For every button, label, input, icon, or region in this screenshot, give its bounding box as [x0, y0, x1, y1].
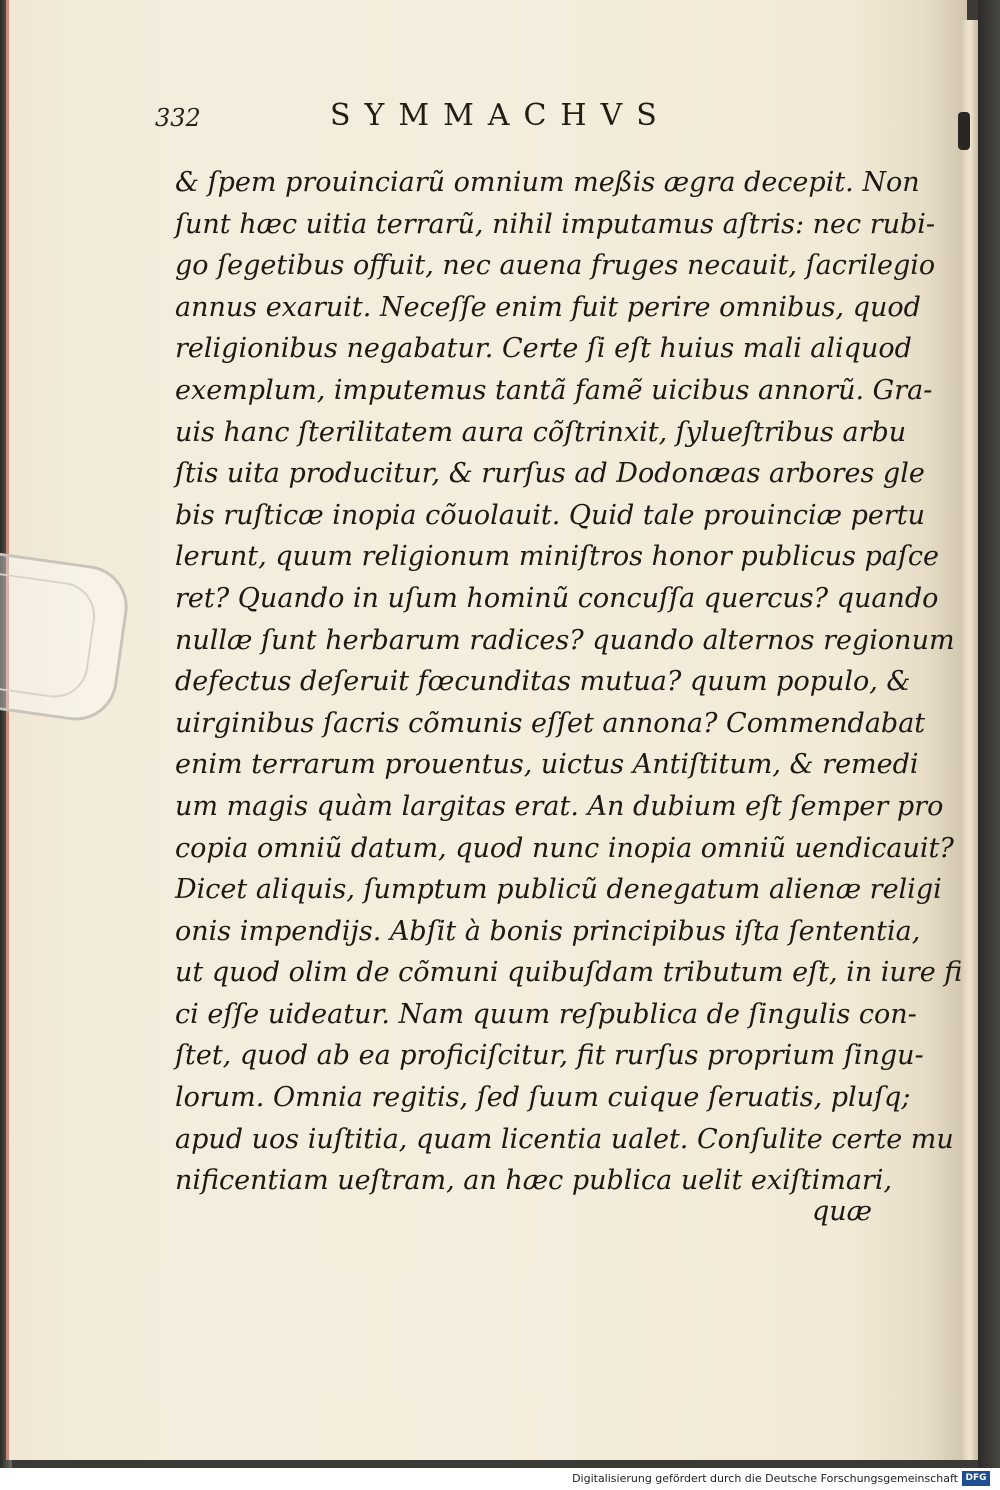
text-line: enim terrarum prouentus, uictus Antiſtitum, & remedi: [175, 749, 919, 781]
text-line: annus exaruit. Neceſſe enim fuit perire omnibus, quod: [175, 291, 921, 323]
text-line: ret? Quando in uſum hominũ concuſſa quercus? quando: [175, 582, 939, 614]
text-line: Dicet aliquis, ſumptum publicũ denegatum alienæ religi: [175, 874, 942, 906]
text-line: bis ruſticæ inopia cõuolauit. Quid tale prouinciæ pertu: [175, 499, 926, 531]
text-line: go ſegetibus offuit, nec auena fruges necauit, ſacrilegio: [175, 250, 936, 282]
dfg-logo: DFG: [962, 1471, 990, 1486]
body-text: [175, 162, 963, 1202]
text-line: copia omniũ datum, quod nunc inopia omniũ uendicauit?: [175, 832, 954, 864]
footer-bar: [0, 1468, 1000, 1490]
text-line: apud uos iuſtitia, quam licentia ualet. Conſulite certe mu: [175, 1123, 954, 1155]
text-line: uis hanc ſterilitatem aura cõſtrinxit, ſylueſtribus arbu: [175, 416, 907, 448]
binding-board-right: [978, 0, 1000, 1468]
running-head: [155, 98, 755, 142]
page-fore-edge: [962, 20, 978, 1460]
text-line: & ſpem prouinciarũ omnium meßis ægra decepit. Non: [175, 167, 920, 198]
footer-credit: Digitalisierung gefördert durch die Deutsche Forschungsgemeinschaft: [572, 1472, 958, 1485]
page-number: 332: [155, 104, 201, 132]
catchword: quæ: [811, 1196, 872, 1227]
text-line: nificentiam ueſtram, an hæc publica uelit exiſtimari,: [175, 1165, 893, 1197]
text-line: religionibus negabatur. Certe ſi eſt huius mali aliquod: [175, 333, 912, 365]
running-title: SYMMACHVS: [330, 98, 671, 133]
text-line: ſtet, quod ab ea proficiſcitur, fit rurſus proprium ſingu-: [175, 1040, 924, 1072]
text-line: uirginibus ſacris cõmunis eſſet annona? Commendabat: [175, 707, 926, 739]
text-line: um magis quàm largitas erat. An dubium eſt ſemper pro: [175, 790, 944, 822]
text-line: ut quod olim de cõmuni quibuſdam tributum eſt, in iure fi: [175, 957, 963, 989]
text-line: onis impendijs. Abſit à bonis principibus iſta ſententia,: [175, 915, 921, 947]
text-line: exemplum, imputemus tantã famẽ uicibus annorũ. Gra-: [175, 374, 933, 406]
text-line: ſunt hæc uitia terrarũ, nihil imputamus aſtris: nec rubi-: [175, 208, 936, 240]
text-line: ſtis uita producitur, & rurſus ad Dodonæas arbores gle: [175, 458, 925, 490]
text-line: lerunt, quum religionum miniſtros honor publicus paſce: [175, 541, 939, 573]
text-line: nullæ ſunt herbarum radices? quando alternos regionum: [175, 624, 955, 656]
text-line: defectus deſeruit fœcunditas mutua? quum populo, &: [175, 666, 911, 698]
page-marker: [958, 112, 970, 150]
text-line: lorum. Omnia regitis, ſed ſuum cuique ſeruatis, pluſq;: [175, 1082, 911, 1114]
text-line: ci eſſe uideatur. Nam quum reſpublica de ſingulis con-: [175, 998, 917, 1030]
